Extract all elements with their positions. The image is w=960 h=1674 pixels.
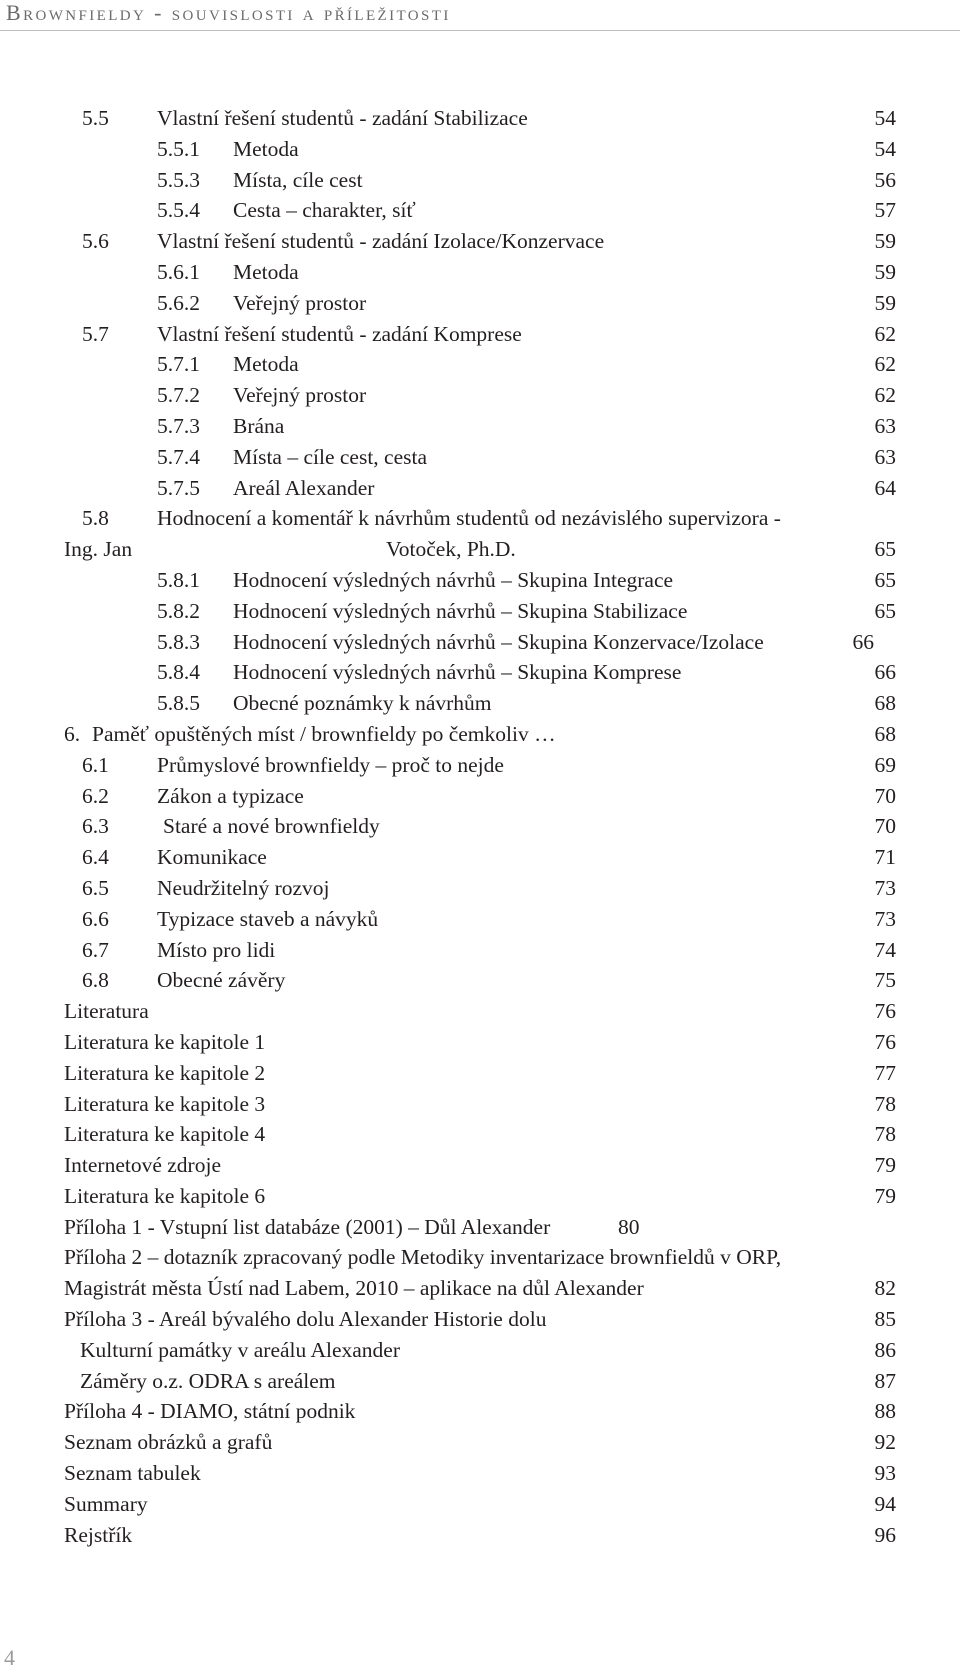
- toc-entry-title: Literatura ke kapitole 1: [64, 1029, 266, 1054]
- toc-entry-title: Internetové zdroje: [64, 1153, 221, 1178]
- toc-entry[interactable]: [0, 288, 960, 319]
- toc-entry[interactable]: [0, 165, 960, 196]
- toc-entry-page: 54: [874, 106, 896, 130]
- toc-entry[interactable]: [0, 319, 960, 350]
- toc-entry-page: 59: [874, 229, 896, 254]
- toc-entry-page: 66: [852, 629, 874, 654]
- toc-entry[interactable]: [0, 349, 960, 380]
- toc-entry-number: 5.5.4: [157, 198, 200, 223]
- toc-entry[interactable]: [0, 904, 960, 935]
- toc-entry-number: 5.8.3: [157, 629, 200, 654]
- toc-entry-title: Záměry o.z. ODRA s areálem: [80, 1368, 336, 1393]
- toc-entry-page: 63: [874, 444, 896, 469]
- page-number: 4: [4, 1645, 15, 1670]
- toc-entry-title: Příloha 4 - DIAMO, státní podnik: [64, 1399, 356, 1424]
- toc-entry[interactable]: [0, 1273, 960, 1304]
- toc-entry-title: Seznam obrázků a grafů: [64, 1430, 273, 1455]
- toc-entry-title: Literatura ke kapitole 2: [64, 1060, 266, 1085]
- toc-entry-page: 87: [874, 1368, 896, 1393]
- toc-entry[interactable]: [0, 226, 960, 257]
- toc-entry[interactable]: [0, 596, 960, 627]
- toc-entry[interactable]: [0, 1427, 960, 1458]
- toc-entry[interactable]: [0, 811, 960, 842]
- toc-entry-page: 70: [874, 783, 896, 808]
- toc-entry[interactable]: [0, 1027, 960, 1058]
- toc-entry-title: Votoček, Ph.D.: [386, 537, 516, 562]
- toc-entry-title: Literatura: [64, 999, 149, 1024]
- toc-entry-page: 76: [874, 1029, 896, 1054]
- toc-entry-title: Typizace staveb a návyků: [157, 906, 379, 931]
- toc-entry[interactable]: [0, 1366, 960, 1397]
- toc-entry-title: Místa, cíle cest: [233, 167, 363, 192]
- toc-entry[interactable]: [0, 534, 960, 565]
- toc-entry-title: Příloha 2 – dotazník zpracovaný podle Metodiky inventarizace brownfieldů v ORP,: [64, 1245, 782, 1270]
- toc-entry[interactable]: [0, 565, 960, 596]
- toc-entry-title: Příloha 3 - Areál bývalého dolu Alexander Historie dolu: [64, 1307, 547, 1332]
- toc-entry-page: 54: [874, 136, 896, 161]
- toc-entry-page: 77: [874, 1060, 896, 1085]
- toc-entry[interactable]: [0, 1304, 960, 1335]
- toc-entry-number: 5.6: [82, 229, 109, 254]
- toc-entry-number: 6.8: [82, 968, 109, 993]
- toc-entry-title: Literatura ke kapitole 6: [64, 1183, 266, 1208]
- toc-entry-page: 73: [874, 875, 896, 900]
- toc-entry-number: Ing. Jan: [64, 537, 133, 562]
- toc-entry-page: 94: [874, 1491, 896, 1516]
- toc-entry-number: 5.5: [82, 106, 109, 130]
- toc-entry[interactable]: [0, 1212, 960, 1243]
- toc-entry-page: 65: [874, 537, 896, 562]
- toc-entry-title: Průmyslové brownfieldy – proč to nejde: [157, 752, 504, 777]
- toc-entry-page: 70: [874, 814, 896, 839]
- toc-entry-title: Summary: [64, 1491, 148, 1516]
- toc-entry-page: 85: [874, 1307, 896, 1332]
- toc-entry-title: Cesta – charakter, síť: [233, 198, 416, 223]
- toc-entry-title: Vlastní řešení studentů - zadání Stabilizace: [157, 106, 528, 130]
- toc-entry-number: 5.8.4: [157, 660, 200, 685]
- toc-entry-title: Metoda: [233, 352, 299, 377]
- toc-entry-number: 5.8.1: [157, 567, 200, 592]
- toc-entry[interactable]: [0, 750, 960, 781]
- toc-entry-page: 64: [874, 475, 896, 500]
- toc-entry[interactable]: [0, 935, 960, 966]
- toc-entry[interactable]: [0, 657, 960, 688]
- toc-entry-page: 96: [874, 1522, 896, 1547]
- toc-entry-title: Areál Alexander: [233, 475, 375, 500]
- toc-entry-number: 6.5: [82, 875, 109, 900]
- toc-entry-title: Metoda: [233, 259, 299, 284]
- toc-entry-page: 66: [874, 660, 896, 685]
- toc-entry-title: Seznam tabulek: [64, 1461, 201, 1486]
- toc-entry-number: 5.7: [82, 321, 109, 346]
- toc-entry-number: 5.5.1: [157, 136, 200, 161]
- toc-entry-number: 6.7: [82, 937, 109, 962]
- toc-entry-title: Obecné poznámky k návrhům: [233, 691, 492, 716]
- toc-entry-title: Komunikace: [157, 845, 267, 870]
- toc-entry-title: Rejstřík: [64, 1522, 133, 1547]
- toc-entry-number: 5.5.3: [157, 167, 200, 192]
- toc-entry[interactable]: [0, 842, 960, 873]
- toc-entry[interactable]: [0, 965, 960, 996]
- running-head: Brownfieldy - souvislosti a příležitosti: [6, 0, 451, 25]
- toc-entry[interactable]: [0, 1058, 960, 1089]
- toc-entry-title: Magistrát města Ústí nad Labem, 2010 – aplikace na důl Alexander: [64, 1276, 644, 1301]
- toc-entry-title: Literatura ke kapitole 3: [64, 1091, 266, 1116]
- toc-entry-title: Místa – cíle cest, cesta: [233, 444, 428, 469]
- toc-entry-title: Příloha 1 - Vstupní list databáze (2001) – Důl Alexander: [64, 1214, 551, 1239]
- toc-entry-page: 71: [874, 845, 896, 870]
- toc-entry[interactable]: [0, 1458, 960, 1489]
- toc-entry-title: Literatura ke kapitole 4: [64, 1122, 266, 1147]
- toc-entry-number: 5.7.2: [157, 383, 200, 408]
- toc-entry-title: Obecné závěry: [157, 968, 286, 993]
- toc-entry-title: Veřejný prostor: [233, 383, 367, 408]
- toc-entry-page: 65: [874, 567, 896, 592]
- toc-entry[interactable]: [0, 1242, 960, 1273]
- toc-entry-page: 56: [874, 167, 896, 192]
- toc-entry-title: Hodnocení výsledných návrhů – Skupina Stabilizace: [233, 598, 688, 623]
- toc-entry-page: 59: [874, 290, 896, 315]
- toc-entry[interactable]: [0, 781, 960, 812]
- toc-entry-page: 68: [874, 691, 896, 716]
- toc-entry[interactable]: [0, 1119, 960, 1150]
- toc-entry-title: Hodnocení výsledných návrhů – Skupina Komprese: [233, 660, 682, 685]
- toc-entry[interactable]: [0, 719, 960, 750]
- toc-entry-page: 78: [874, 1122, 896, 1147]
- toc-entry-page: 69: [874, 752, 896, 777]
- toc-entry[interactable]: [0, 503, 960, 534]
- toc-entry-number: 5.7.5: [157, 475, 200, 500]
- toc-entry-page: 73: [874, 906, 896, 931]
- toc-entry[interactable]: [0, 627, 960, 658]
- toc-entry-page: 93: [874, 1461, 896, 1486]
- toc-entry-number: 5.8.2: [157, 598, 200, 623]
- toc-entry[interactable]: [0, 1335, 960, 1366]
- toc-entry[interactable]: [0, 257, 960, 288]
- toc-entry-title: Hodnocení výsledných návrhů – Skupina Konzervace/Izolace: [233, 629, 764, 654]
- toc-entry-number: 6.3: [82, 814, 109, 839]
- toc-entry-page: 62: [874, 352, 896, 377]
- toc-entry-title: Brána: [233, 413, 285, 438]
- toc-entry-page: 75: [874, 968, 896, 993]
- toc-entry-title: Kulturní památky v areálu Alexander: [80, 1337, 401, 1362]
- toc-entry-page: 65: [874, 598, 896, 623]
- toc-entry-title: Neudržitelný rozvoj: [157, 875, 330, 900]
- toc-entry-number: 5.7.1: [157, 352, 200, 377]
- toc-entry-page: 88: [874, 1399, 896, 1424]
- toc-entry-number: 5.7.4: [157, 444, 200, 469]
- header-rule: [0, 30, 960, 31]
- toc-entry-page: 57: [874, 198, 896, 223]
- toc-entry[interactable]: [0, 442, 960, 473]
- toc-entry[interactable]: [0, 1489, 960, 1520]
- table-of-contents: [0, 103, 960, 1550]
- toc-entry-title: Veřejný prostor: [233, 290, 367, 315]
- toc-entry-title: Hodnocení výsledných návrhů – Skupina Integrace: [233, 567, 674, 592]
- toc-entry[interactable]: [0, 1181, 960, 1212]
- toc-entry-title: Vlastní řešení studentů - zadání Izolace/Konzervace: [157, 229, 605, 254]
- toc-entry-page: 92: [874, 1430, 896, 1455]
- toc-entry-title: Vlastní řešení studentů - zadání Komprese: [157, 321, 522, 346]
- toc-entry-page: 63: [874, 413, 896, 438]
- toc-entry-page: 79: [874, 1153, 896, 1178]
- toc-entry-number: 5.6.2: [157, 290, 200, 315]
- toc-entry-page: 80: [618, 1214, 640, 1239]
- toc-entry-number: 5.6.1: [157, 259, 200, 284]
- toc-entry[interactable]: [0, 1150, 960, 1181]
- toc-entry-title: Metoda: [233, 136, 299, 161]
- toc-entry[interactable]: [0, 380, 960, 411]
- toc-entry-number: 6.2: [82, 783, 109, 808]
- toc-entry-title: Místo pro lidi: [157, 937, 276, 962]
- toc-entry[interactable]: [0, 195, 960, 226]
- toc-entry-number: 6.4: [82, 845, 109, 870]
- toc-entry[interactable]: [0, 134, 960, 165]
- toc-entry[interactable]: [0, 103, 960, 134]
- toc-entry[interactable]: [0, 688, 960, 719]
- toc-entry-page: 62: [874, 383, 896, 408]
- toc-entry[interactable]: [0, 1520, 960, 1551]
- toc-entry-number: 6.1: [82, 752, 109, 777]
- toc-entry[interactable]: [0, 1089, 960, 1120]
- toc-entry-page: 79: [874, 1183, 896, 1208]
- toc-entry-page: 82: [874, 1276, 896, 1301]
- toc-entry-title: Hodnocení a komentář k návrhům studentů od nezávislého supervizora -: [157, 506, 781, 531]
- toc-entry-number: 6.6: [82, 906, 109, 931]
- toc-entry-number: 5.8.5: [157, 691, 200, 716]
- toc-entry-title: Zákon a typizace: [157, 783, 304, 808]
- toc-entry-page: 62: [874, 321, 896, 346]
- toc-entry-page: 86: [874, 1337, 896, 1362]
- toc-entry-number: 6.: [64, 721, 81, 746]
- toc-entry-page: 74: [874, 937, 896, 962]
- toc-entry-number: 5.7.3: [157, 413, 200, 438]
- toc-entry[interactable]: [0, 473, 960, 504]
- toc-entry-title: Paměť opuštěných míst / brownfieldy po čemkoliv …: [92, 721, 556, 746]
- toc-entry-title: Staré a nové brownfieldy: [163, 814, 380, 839]
- toc-entry-page: 68: [874, 721, 896, 746]
- toc-entry[interactable]: [0, 411, 960, 442]
- toc-entry[interactable]: [0, 873, 960, 904]
- toc-entry[interactable]: [0, 996, 960, 1027]
- toc-entry-number: 5.8: [82, 506, 109, 531]
- toc-entry[interactable]: [0, 1396, 960, 1427]
- toc-entry-page: 59: [874, 259, 896, 284]
- toc-entry-page: 78: [874, 1091, 896, 1116]
- toc-entry-page: 76: [874, 999, 896, 1024]
